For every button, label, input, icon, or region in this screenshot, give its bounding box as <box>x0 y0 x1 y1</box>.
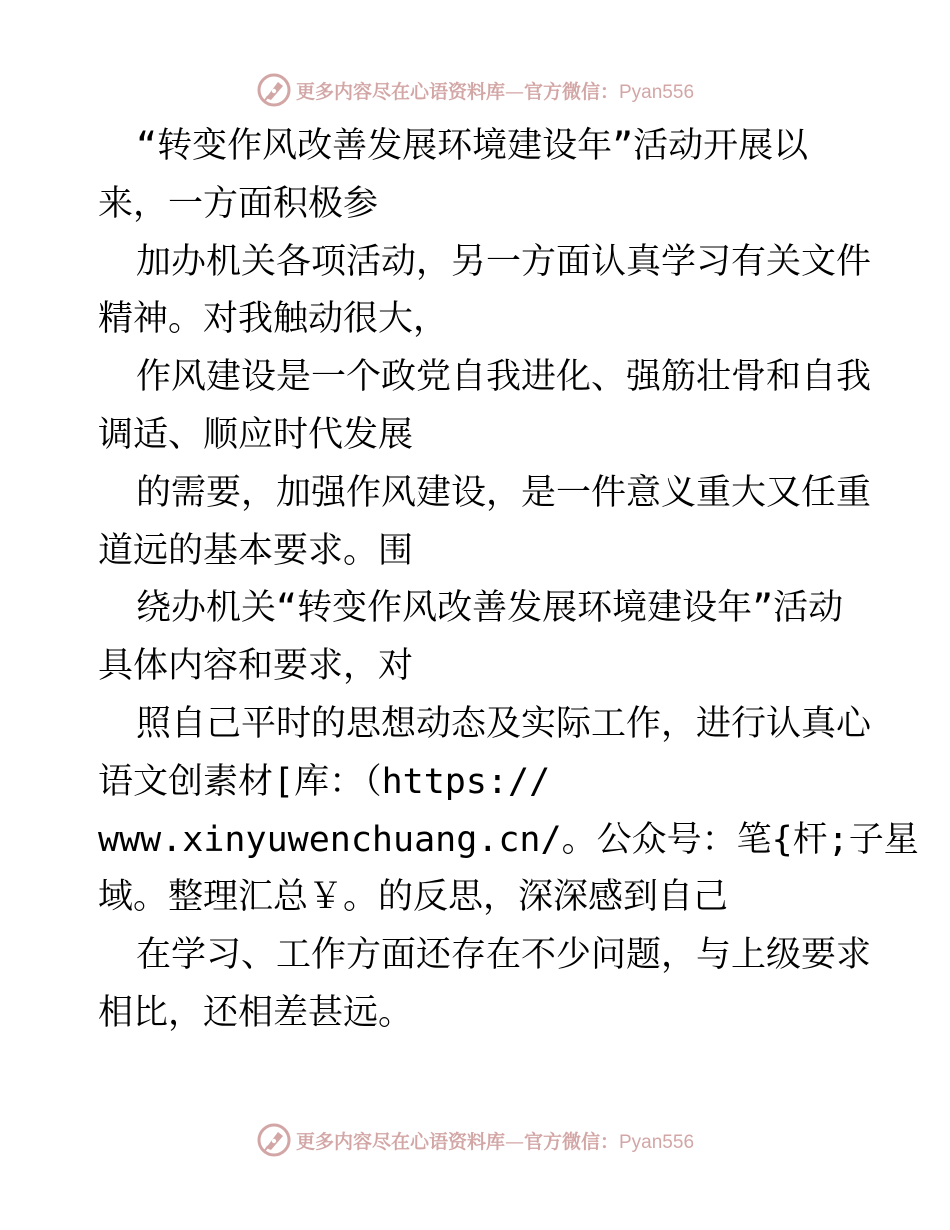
body-line: 具体内容和要求，对 <box>98 646 414 687</box>
body-line: 作风建设是一个政党自我进化、强筋壮骨和自我 <box>136 357 872 398</box>
body-line: 道远的基本要求。围 <box>98 530 414 571</box>
footer-wechat-label: 官方微信： <box>523 1130 619 1153</box>
footer-banner-text <box>296 1127 694 1154</box>
body-line: 加办机关各项活动，另一方面认真学习有关文件 <box>136 241 872 282</box>
footer-site-text: 更多内容尽在心语资料库 <box>295 1130 505 1153</box>
body-line: 绕办机关“转变作风改善发展环境建设年”活动 <box>136 588 844 629</box>
body-line: 的需要，加强作风建设，是一件意义重大又任重 <box>136 472 872 513</box>
header-banner <box>0 70 950 110</box>
pen-nib-logo-icon <box>256 72 292 108</box>
header-wechat-id: Pyan556 <box>619 81 695 103</box>
header-wechat-label: 官方微信： <box>523 80 619 103</box>
body-line: 域。整理汇总￥。的反思，深深感到自己 <box>98 877 729 918</box>
body-line: 照自己平时的思想动态及实际工作，进行认真心 <box>136 703 872 744</box>
footer-separator: — <box>504 1130 524 1153</box>
footer-wechat-id: Pyan556 <box>619 1131 695 1153</box>
body-line: 在学习、工作方面还存在不少问题，与上级要求 <box>136 935 872 976</box>
body-line: 调适、顺应时代发展 <box>98 414 414 455</box>
body-line: 相比，还相差甚远。 <box>98 992 414 1033</box>
body-line: “转变作风改善发展环境建设年”活动开展以 <box>136 126 809 166</box>
document-body <box>98 118 919 1043</box>
pen-nib-logo-icon <box>256 1122 292 1158</box>
body-line: 精神。对我触动很大， <box>98 299 449 340</box>
footer-banner <box>0 1120 950 1160</box>
header-banner-text <box>296 77 694 104</box>
body-line: www.xinyuwenchuang.cn/。公众号：笔{杆;子星 <box>98 819 919 860</box>
header-separator: — <box>504 80 524 103</box>
header-site-text: 更多内容尽在心语资料库 <box>295 80 505 103</box>
body-line: 语文创素材[库：（https:// <box>98 761 551 802</box>
body-line: 来，一方面积极参 <box>98 183 379 224</box>
